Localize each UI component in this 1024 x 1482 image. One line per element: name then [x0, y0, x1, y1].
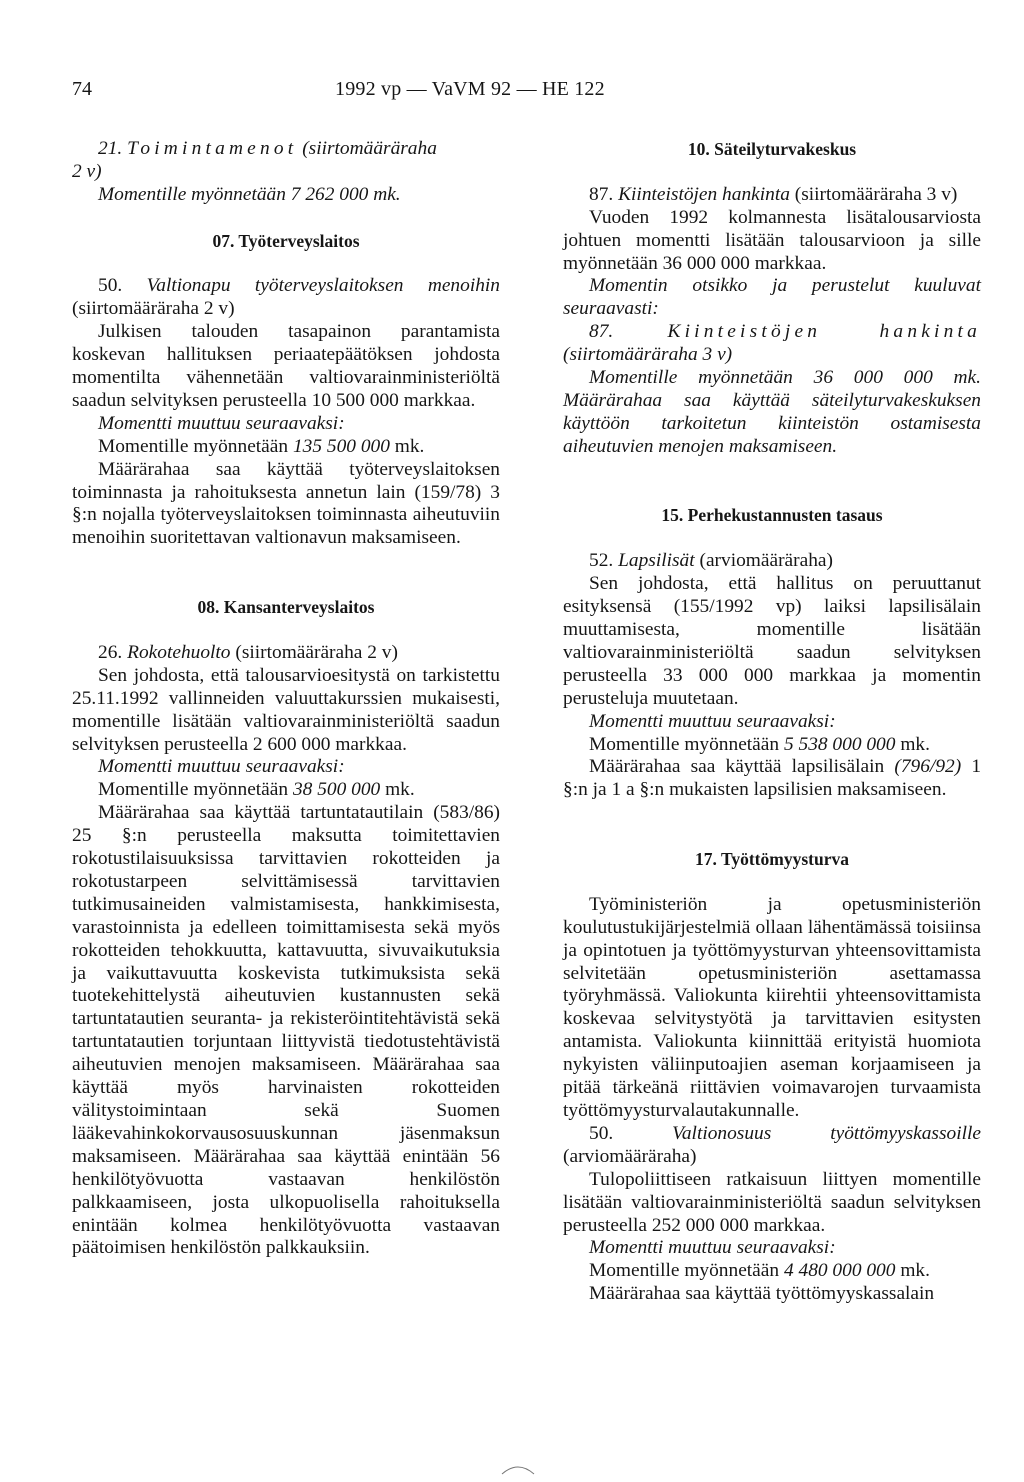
grant-suffix: mk.: [385, 779, 415, 801]
grant-amount: 5 538 000 000: [783, 733, 896, 755]
section-26-heading: [72, 642, 500, 665]
item-kind: (arviomääräraha): [563, 1145, 697, 1167]
left-column: [72, 138, 500, 1260]
item-kind: (siirtomääräraha 3 v): [563, 344, 733, 366]
subheading-17: 17. Työttömyysturva: [695, 849, 849, 870]
item-number: 50.: [589, 1122, 614, 1144]
item-kind: (arviomääräraha): [699, 550, 833, 572]
item-number: 21.: [98, 138, 123, 159]
section-50-heading: [72, 275, 500, 321]
section-52-heading: [563, 550, 981, 573]
item-kind: (siirtomääräraha 2 v): [72, 298, 235, 320]
section-87-heading: [563, 184, 981, 207]
grant-suffix: mk.: [900, 1260, 930, 1282]
section-50b: [563, 1123, 981, 1306]
grant-line: [72, 436, 500, 459]
section-26: [72, 642, 500, 1260]
grant-line: [72, 779, 500, 802]
statute-ref: (796/92): [894, 756, 962, 778]
subheading-10: 10. Säteilyturvakeskus: [687, 139, 857, 159]
item-kind: (siirtomääräraha: [302, 138, 437, 159]
item-title: Valtionosuus työttömyyskassoille: [672, 1122, 981, 1144]
section-50: [72, 275, 500, 550]
paragraph: Työministeriön ja opetusministeriön koulutustukijärjestelmiä ollaan lähentämässä toisiinsa ja opintotuen ja työttömyysturvan yhteensovittamista selvitetään opetusministeriön asettamassa työryhmässä. Valiokunta kiirehtii yhteensovittamista koskevaa selvitystyötä ja tarvittavien esitysten antamista. Valiokunta kiinnittää erityistä huomiota nykyisten väliinputoajien aseman korjaamiseen ja pitää tärkeänä riittävien voimavarojen turvaamista työttömyysturvalautakunnalle.: [563, 893, 981, 1121]
section-87: [563, 184, 981, 459]
section-50b-heading: [563, 1123, 981, 1169]
grant-amount: 135 500 000: [292, 435, 390, 457]
item-kind: (siirtomääräraha 2 v): [235, 641, 398, 663]
item-number: 52.: [589, 550, 614, 572]
item-title: Valtionapu työterveyslaitoksen menoihin: [146, 275, 500, 297]
para-text: Määrärahaa saa käyttää lapsilisälain: [589, 756, 885, 778]
item-number: 26.: [98, 641, 123, 663]
item-number: 87.: [589, 183, 614, 205]
paragraph: Sen johdosta, että hallitus on peruuttanut esityksensä (155/1992 vp) laiksi lapsilisälain muuttamisesta, momentille lisätään valtiovarainministeriöltä saadun selvityksen perusteella 33 000 000 markkaa ja momentin perusteluja muutetaan.: [563, 573, 981, 709]
section-21: [72, 138, 500, 207]
scan-mark-icon: [500, 1462, 536, 1476]
subheading-15: 15. Perhekustannusten tasaus: [661, 505, 883, 526]
grant-prefix: Momentille myönnetään: [98, 779, 289, 801]
item-kind: (siirtomääräraha 3 v): [794, 183, 958, 205]
paragraph: [563, 756, 981, 802]
paragraph: Määrärahaa saa käyttää tartuntatautilain (583/86) 25 §:n perusteella maksutta toimitettavien rokotustilaisuuksissa tarvittavien rokotteiden ja rokotustarpeen selvittämisessä tarvittavien tutkimusaineiden valmistamisesta, hankkimisesta, varastoinnista ja edelleen toimittamisesta sekä myös rokotteiden tehokkuutta, kattavuutta, sivuvaikutuksia ja vaikuttavuutta koskevista tutkimuksista sekä tuotekehittelystä aiheutuvien kustannusten sekä tartuntatautien seuranta- ja rekisteröintitehtävistä sekä tartuntatautien torjuntaan liittyvistä tiedotustehtävistä aiheutuvien menojen maksamiseen. Määrärahaa saa käyttää myös harvinaisten rokotteiden välitystoimintaan sekä Suomen lääkevahinkokorvausosuuskunnan jäsenmaksun maksamiseen. Määrärahaa saa käyttää enintään 56 henkilötyövuotta vastaavan henkilöstön palkkaamiseen, josta ulkopuolisella rahoituksella enintään kolmea henkilötyövuotta vastaavan päätoimisen henkilöstön palkkauksiin.: [72, 802, 500, 1259]
item-number: 87.: [589, 321, 614, 343]
paragraph: Vuoden 1992 kolmannesta lisätalousarviosta johtuen momentti lisätään talousarvioon ja sille myönnetään 36 000 000 markkaa.: [563, 206, 981, 274]
change-note: Momentti muuttuu seuraavaksi:: [98, 412, 345, 434]
change-note: Momentti muuttuu seuraavaksi:: [98, 756, 345, 778]
grant-amount: 4 480 000 000: [783, 1260, 896, 1282]
section-52: [563, 550, 981, 802]
item-title: Kiinteistöjen hankinta: [667, 321, 981, 343]
grant-line: [563, 1260, 981, 1283]
para-text: 1 §:n ja 1 a §:n mukaisten lapsilisien maksamiseen.: [563, 756, 982, 801]
subheading-08: 08. Kansanterveyslaitos: [197, 597, 375, 618]
grant-suffix: mk.: [900, 733, 930, 755]
subheading-07: 07. Työterveyslaitos: [212, 230, 360, 251]
paragraph: Julkisen talouden tasapainon parantamista koskevan hallituksen periaatepäätöksen johdosta momentilta vähennetään valtiovarainministeriöltä saadun selvityksen perusteella 10 500 000 markkaa.: [72, 321, 500, 411]
item-title: Lapsilisät: [618, 550, 695, 572]
grant-prefix: Momentille myönnetään: [589, 1260, 780, 1282]
heading-note: Momentin otsikko ja perustelut kuuluvat seuraavasti:: [563, 275, 981, 320]
item-title: Kiinteistöjen hankinta: [618, 183, 790, 205]
grant-amount: 38 500 000: [292, 779, 381, 801]
running-head: 1992 vp — VaVM 92 — HE 122: [335, 78, 605, 100]
item-title: Rokotehuolto: [127, 641, 231, 663]
item-kind-cont: 2 v): [72, 160, 102, 182]
grant-prefix: Momentille myönnetään: [98, 435, 289, 457]
change-note: Momentti muuttuu seuraavaksi:: [589, 710, 836, 732]
grant-text: Momentille myönnetään 36 000 000 mk. Määrärahaa saa käyttää säteilyturvakeskuksen käyttöön tarkoitetun kiinteistön ostamisesta aiheutuvien menojen maksamiseen.: [563, 367, 981, 457]
page-number: 74: [72, 78, 92, 100]
page-header: [72, 78, 972, 108]
paragraph: Tulopoliittiseen ratkaisuun liittyen momentille lisätään valtiovarainministeriöltä saadun selvityksen perusteella 252 000 000 markkaa.: [563, 1168, 981, 1236]
section-21-heading: [72, 138, 500, 184]
change-note: Momentti muuttuu seuraavaksi:: [589, 1237, 836, 1259]
section-87-restated: [563, 321, 981, 367]
grant-line: Momentille myönnetään 7 262 000 mk.: [98, 183, 401, 205]
item-number: 50.: [98, 275, 123, 297]
paragraph: Sen johdosta, että talousarvioesitystä on tarkistettu 25.11.1992 vallinneiden valuuttakurssien mukaisesti, momentille lisätään valtiovarainministeriöltä saadun selvityksen perusteella 2 600 000 markkaa.: [72, 664, 500, 755]
paragraph: Määrärahaa saa käyttää työterveyslaitoksen toiminnasta ja rahoituksesta annetun lain (159/78) 3 §:n nojalla työterveyslaitoksen toiminnasta aiheutuviin menoihin suoritettavan valtionavun maksamiseen.: [72, 458, 500, 549]
grant-prefix: Momentille myönnetään: [589, 733, 780, 755]
item-title: Toimintamenot: [127, 138, 298, 159]
grant-line: [563, 734, 981, 757]
right-column: [563, 138, 981, 1306]
grant-suffix: mk.: [394, 435, 425, 457]
paragraph: Määrärahaa saa käyttää työttömyyskassalain: [589, 1283, 935, 1305]
